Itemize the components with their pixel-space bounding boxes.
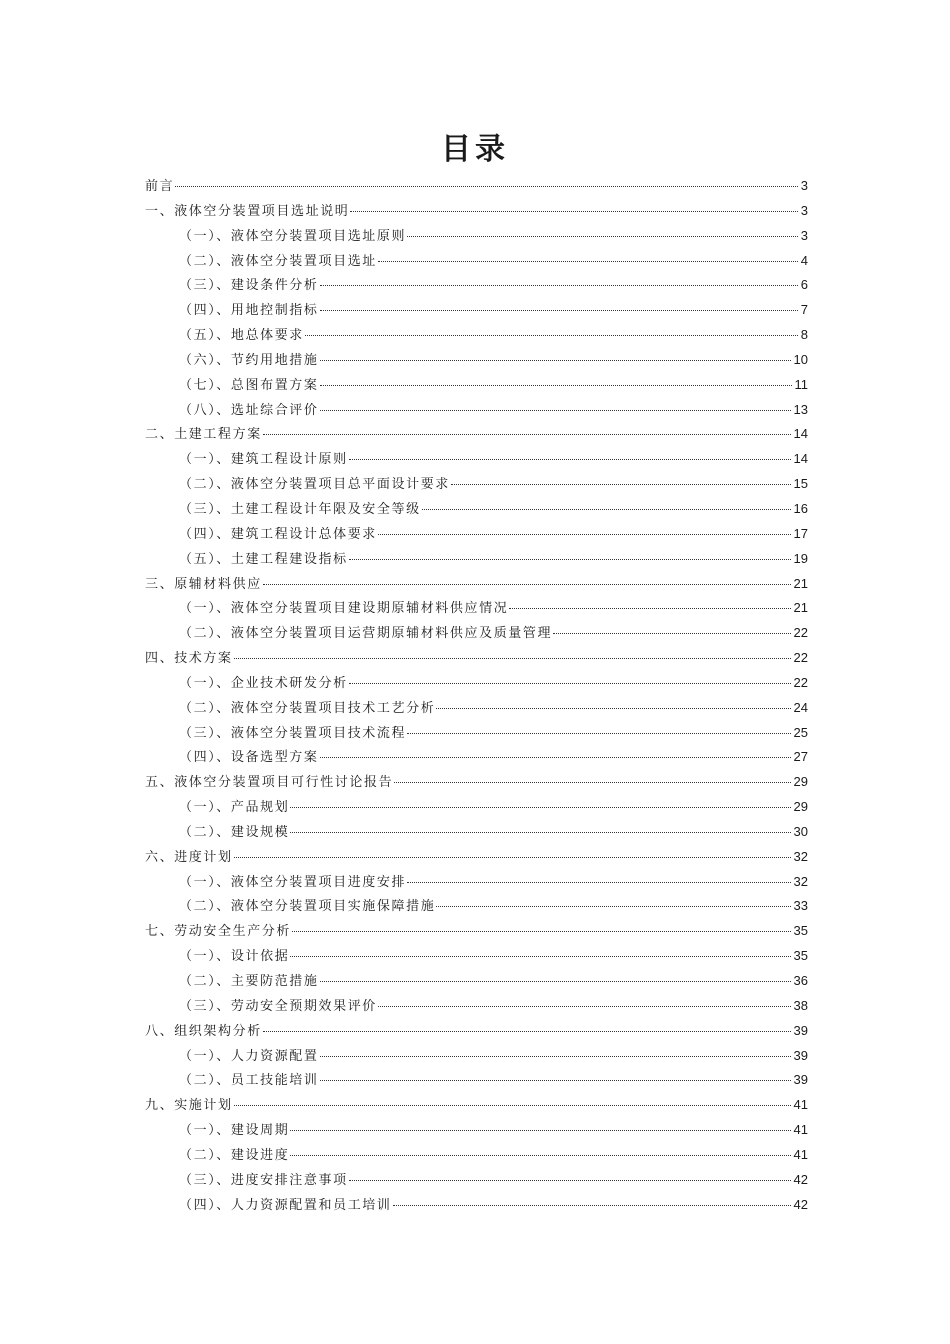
toc-dot-leader (290, 1154, 790, 1156)
toc-entry-label: （二）、液体空分装置项目实施保障措施 (179, 899, 436, 915)
toc-section-entry[interactable] (145, 447, 808, 472)
toc-entry-label: （一）、建筑工程设计原则 (179, 452, 348, 468)
toc-entry-label: （二）、液体空分装置项目总平面设计要求 (179, 477, 450, 493)
toc-section-entry[interactable] (145, 472, 808, 497)
toc-page-number: 32 (793, 848, 808, 864)
toc-page-number: 41 (793, 1146, 808, 1162)
toc-section-entry[interactable] (145, 273, 808, 298)
toc-entry-label: 五、液体空分装置项目可行性讨论报告 (145, 775, 394, 791)
toc-page-number: 14 (793, 451, 808, 467)
toc-entry-label: （二）、主要防范措施 (179, 974, 319, 989)
toc-title: 目录 (441, 132, 509, 167)
toc-page-number: 22 (793, 674, 808, 690)
toc-section-entry[interactable] (145, 596, 808, 621)
toc-entry-label: （五）、土建工程建设指标 (179, 551, 348, 567)
toc-page-number: 8 (800, 327, 808, 343)
toc-page-number: 35 (793, 923, 808, 939)
toc-page-number: 39 (793, 1022, 808, 1038)
toc-dot-leader (436, 905, 790, 907)
toc-entry-label: （一）、设计依据 (179, 949, 290, 965)
toc-section-entry[interactable] (145, 671, 808, 696)
toc-entry-label: （二）、液体空分装置项目运营期原辅材料供应及质量管理 (179, 626, 553, 642)
toc-dot-leader (378, 533, 791, 535)
toc-entry-label: 前言 (145, 179, 175, 194)
toc-dot-leader (553, 632, 790, 634)
toc-page-number: 22 (793, 625, 808, 641)
toc-chapter-entry[interactable] (145, 422, 808, 447)
toc-page-number: 21 (793, 600, 808, 616)
toc-entry-label: （四）、建筑工程设计总体要求 (179, 526, 377, 542)
toc-page-number: 3 (800, 202, 808, 218)
toc-entry-label: （一）、液体空分装置项目建设期原辅材料供应情况 (179, 601, 509, 617)
toc-page-number: 36 (793, 973, 808, 988)
table-of-contents (145, 174, 808, 1217)
toc-entry-label: 七、劳动安全生产分析 (145, 924, 292, 940)
toc-dot-leader (234, 856, 791, 858)
toc-page-number: 16 (793, 500, 808, 516)
toc-chapter-entry[interactable] (145, 199, 808, 224)
toc-page-number: 27 (793, 749, 808, 765)
toc-section-entry[interactable] (145, 820, 808, 845)
toc-section-entry[interactable] (145, 1044, 808, 1069)
toc-dot-leader (320, 409, 791, 411)
toc-section-entry[interactable] (145, 323, 808, 348)
toc-section-entry[interactable] (145, 547, 808, 572)
toc-entry-label: （四）、用地控制指标 (179, 303, 319, 319)
toc-page-number: 10 (793, 351, 808, 367)
toc-section-entry[interactable] (145, 1193, 808, 1218)
toc-page-number: 3 (800, 227, 808, 243)
toc-page-number: 3 (800, 178, 808, 193)
toc-chapter-entry[interactable] (145, 174, 808, 199)
toc-page-number: 39 (793, 1072, 808, 1088)
toc-dot-leader (350, 210, 797, 212)
toc-section-entry[interactable] (145, 894, 808, 919)
toc-section-entry[interactable] (145, 721, 808, 746)
toc-dot-leader (349, 458, 791, 460)
toc-dot-leader (320, 384, 792, 386)
toc-entry-label: （四）、人力资源配置和员工培训 (179, 1197, 392, 1213)
toc-dot-leader (509, 607, 790, 609)
toc-dot-leader (349, 558, 791, 560)
toc-entry-label: （一）、液体空分装置项目进度安排 (179, 874, 407, 890)
toc-chapter-entry[interactable] (145, 572, 808, 597)
toc-page-number: 4 (800, 252, 808, 268)
toc-dot-leader (234, 657, 791, 659)
toc-entry-label: （二）、建设规模 (179, 824, 290, 840)
toc-dot-leader (349, 1179, 791, 1181)
toc-section-entry[interactable] (145, 1168, 808, 1193)
toc-dot-leader (407, 881, 790, 883)
toc-dot-leader (175, 185, 798, 187)
toc-entry-label: 二、土建工程方案 (145, 427, 262, 443)
toc-dot-leader (263, 583, 791, 585)
toc-section-entry[interactable] (145, 1118, 808, 1143)
toc-dot-leader (320, 756, 791, 758)
toc-entry-label: （五）、地总体要求 (179, 328, 304, 344)
toc-dot-leader (320, 980, 791, 982)
toc-section-entry[interactable] (145, 522, 808, 547)
toc-dot-leader (394, 781, 790, 783)
toc-page-number: 29 (793, 774, 808, 790)
toc-dot-leader (320, 359, 791, 361)
toc-page-number: 21 (793, 575, 808, 591)
toc-dot-leader (290, 831, 790, 833)
toc-entry-label: （三）、进度安排注意事项 (179, 1172, 348, 1188)
toc-entry-label: （七）、总图布置方案 (179, 377, 319, 393)
toc-dot-leader (422, 508, 791, 510)
toc-entry-label: （二）、液体空分装置项目选址 (179, 253, 377, 269)
toc-entry-label: （二）、建设进度 (179, 1147, 290, 1163)
toc-page-number: 32 (793, 873, 808, 889)
toc-entry-label: 一、液体空分装置项目选址说明 (145, 203, 350, 219)
toc-entry-label: （一）、建设周期 (179, 1123, 290, 1139)
toc-page-number: 42 (793, 1171, 808, 1187)
toc-entry-label: （六）、节约用地措施 (179, 352, 319, 368)
toc-page-number: 25 (793, 724, 808, 740)
toc-page-number: 33 (793, 898, 808, 914)
toc-section-entry[interactable] (145, 348, 808, 373)
toc-page-number: 41 (793, 1122, 808, 1138)
toc-dot-leader (378, 260, 798, 262)
toc-entry-label: （三）、建设条件分析 (179, 278, 319, 294)
toc-entry-label: （一）、液体空分装置项目选址原则 (179, 228, 407, 244)
toc-dot-leader (290, 806, 790, 808)
toc-dot-leader (305, 334, 798, 336)
toc-entry-label: （二）、员工技能培训 (179, 1073, 319, 1089)
toc-entry-label: （一）、人力资源配置 (179, 1048, 319, 1064)
toc-dot-leader (320, 1055, 791, 1057)
toc-dot-leader (320, 1079, 791, 1081)
toc-section-entry[interactable] (145, 795, 808, 820)
toc-dot-leader (263, 1030, 791, 1032)
toc-entry-label: 三、原辅材料供应 (145, 576, 262, 592)
toc-dot-leader (407, 235, 798, 237)
toc-entry-label: （八）、选址综合评价 (179, 402, 319, 418)
toc-entry-label: （三）、劳动安全预期效果评价 (179, 998, 377, 1014)
toc-chapter-entry[interactable] (145, 646, 808, 671)
toc-entry-label: （三）、土建工程设计年限及安全等级 (179, 501, 421, 517)
toc-page-number: 11 (794, 376, 808, 392)
toc-section-entry[interactable] (145, 1143, 808, 1168)
toc-entry-label: （一）、产品规划 (179, 800, 290, 816)
toc-page-number: 6 (800, 277, 808, 293)
toc-section-entry[interactable] (145, 745, 808, 770)
toc-dot-leader (436, 707, 790, 709)
toc-entry-label: 八、组织架构分析 (145, 1023, 262, 1039)
toc-dot-leader (263, 433, 791, 435)
toc-chapter-entry[interactable] (145, 919, 808, 944)
toc-section-entry[interactable] (145, 1068, 808, 1093)
toc-chapter-entry[interactable] (145, 845, 808, 870)
toc-page-number: 38 (793, 997, 808, 1013)
toc-page-number: 24 (793, 699, 808, 715)
toc-section-entry[interactable] (145, 944, 808, 969)
toc-section-entry[interactable] (145, 969, 808, 994)
toc-dot-leader (320, 309, 798, 311)
toc-dot-leader (292, 930, 791, 932)
toc-page-number: 35 (793, 948, 808, 964)
toc-entry-label: 四、技术方案 (145, 651, 233, 667)
toc-chapter-entry[interactable] (145, 1019, 808, 1044)
toc-section-entry[interactable] (145, 497, 808, 522)
toc-dot-leader (290, 1129, 790, 1131)
toc-dot-leader (320, 284, 798, 286)
toc-page-number: 29 (793, 799, 808, 815)
toc-dot-leader (290, 955, 790, 957)
toc-dot-leader (451, 483, 791, 485)
toc-page-number: 30 (793, 823, 808, 839)
toc-page-number: 14 (793, 426, 808, 442)
toc-entry-label: （三）、液体空分装置项目技术流程 (179, 725, 407, 741)
toc-dot-leader (234, 1104, 791, 1106)
toc-page-number: 7 (800, 302, 808, 318)
toc-entry-label: （四）、设备选型方案 (179, 750, 319, 766)
toc-entry-label: 九、实施计划 (145, 1098, 233, 1114)
toc-entry-label: 六、进度计划 (145, 849, 233, 865)
toc-page-number: 41 (793, 1097, 808, 1113)
toc-page-number: 42 (793, 1196, 808, 1212)
toc-dot-leader (349, 682, 791, 684)
toc-section-entry[interactable] (145, 398, 808, 423)
toc-page-number: 22 (793, 650, 808, 666)
toc-chapter-entry[interactable] (145, 770, 808, 795)
toc-page-number: 13 (793, 401, 808, 417)
toc-section-entry[interactable] (145, 696, 808, 721)
toc-section-entry[interactable] (145, 224, 808, 249)
toc-section-entry[interactable] (145, 994, 808, 1019)
toc-section-entry[interactable] (145, 870, 808, 895)
toc-section-entry[interactable] (145, 373, 808, 398)
toc-dot-leader (393, 1204, 791, 1206)
toc-page-number: 39 (793, 1047, 808, 1063)
toc-page-number: 19 (793, 550, 808, 566)
toc-entry-label: （二）、液体空分装置项目技术工艺分析 (179, 700, 436, 716)
toc-section-entry[interactable] (145, 298, 808, 323)
toc-entry-label: （一）、企业技术研发分析 (179, 675, 348, 691)
toc-section-entry[interactable] (145, 621, 808, 646)
toc-chapter-entry[interactable] (145, 1093, 808, 1118)
toc-page-number: 15 (793, 476, 808, 492)
toc-page-number: 17 (793, 525, 808, 541)
toc-dot-leader (378, 1005, 791, 1007)
toc-dot-leader (407, 732, 790, 734)
toc-section-entry[interactable] (145, 249, 808, 274)
